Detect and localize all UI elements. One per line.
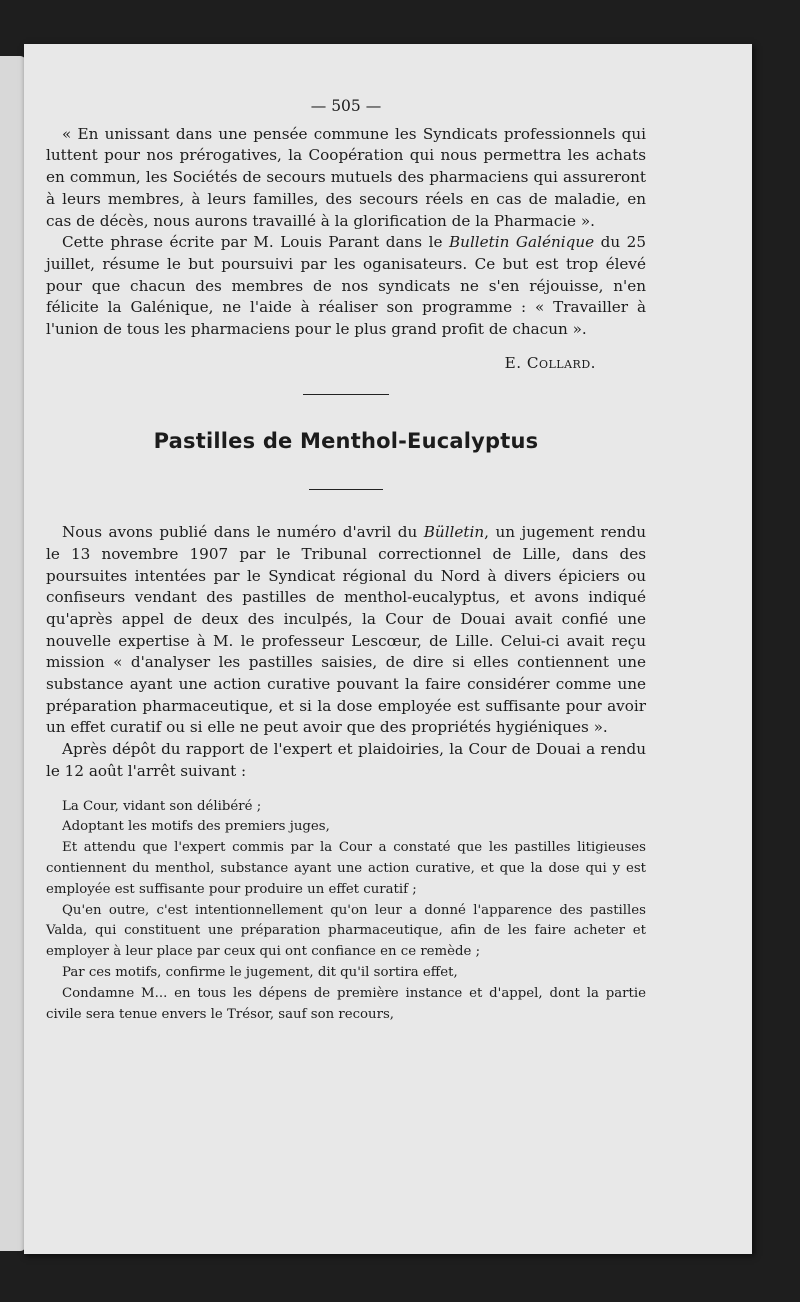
decision-line: Par ces motifs, confirme le jugement, dit qu'il sortira effet, — [62, 964, 458, 980]
article-text-before: Nous avons publié dans le numéro d'avril du — [62, 523, 424, 542]
closing-quote-paragraph: « En unissant dans une pensée commune les Syndicats professionnels qui luttent pour nos prérogatives, la Coopération qui nous permettra les achats en commun, les Sociétés de secours mutuels des pharmaciens qui assureront à leurs membres, à leurs familles, des secours réels en cas de maladie, en cas de décès, nous aurons travaillé à la glorification de la Pharmacie ». — [46, 124, 646, 230]
facing-page-edge — [0, 56, 26, 1251]
bulletin-galenique-title: Bulletin Galénique — [449, 233, 595, 252]
article-text-after: , un jugement rendu le 13 novembre 1907 par le Tribunal correctionnel de Lille, dans des poursuites intentées par le Syndicat régional du Nord à divers épiciers ou confiseurs vendant des pastilles de menthol-eucalyptus, et avons indiqué qu'après appel de deux des inculpés, la Cour de Douai avait confié une nouvelle expertise à M. le professeur Lescœur, de Lille. Celui-ci avait reçu mission « d'analyser les pastilles saisies, de dire si elles contiennent une substance ayant une action curative pouvant la faire considérer comme une préparation pharmaceutique, et si la dose employée est suffisante pour avoir un effet curatif ou si elle ne peut avoir que des propriétés hygiéniques ». — [46, 523, 646, 737]
summary-text-before: Cette phrase écrite par M. Louis Parant dans le — [62, 233, 449, 252]
book-page — [24, 44, 752, 1254]
decision-line: La Cour, vidant son délibéré ; — [62, 798, 262, 814]
summary-text-after: du 25 juillet, résume le but poursuivi par les oganisateurs. Ce but est trop élevé pour que chacun des membres de nos syndicats ne s'en réjouisse, n'en félicite la Galénique, ne l'aide à réaliser son programme : « Travailler à l'union de tous les pharmaciens pour le plus grand profit de chacun ». — [46, 233, 646, 339]
article-paragraph-1 — [46, 522, 646, 739]
decision-line: Condamne M... en tous les dépens de première instance et d'appel, dont la partie civile sera tenue envers le Trésor, sauf son recours, — [46, 985, 646, 1022]
page-number: — 505 — — [310, 97, 382, 115]
decision-line: Adoptant les motifs des premiers juges, — [62, 819, 330, 835]
decision-line: Qu'en outre, c'est intentionnellement qu'on leur a donné l'apparence des pastilles Valda, qui constituent une préparation pharmaceutique, afin de les faire acheter et employer à leur place par ceux qui ont confiance en ce remède ; — [46, 902, 646, 960]
page-content — [46, 96, 646, 1025]
article-body — [46, 522, 646, 1025]
bulletin-title: Bülletin — [423, 523, 485, 542]
author-signature: E. Collard. — [504, 353, 596, 372]
article-paragraph-2: Après dépôt du rapport de l'expert et plaidoiries, la Cour de Douai a rendu le 12 août l'arrêt suivant : — [46, 740, 646, 780]
summary-paragraph — [46, 232, 646, 341]
court-decision — [46, 797, 646, 1026]
article-title: Pastilles de Menthol-Eucalyptus — [153, 429, 539, 454]
section-divider-bottom — [309, 489, 383, 490]
section-divider-top — [303, 394, 389, 395]
decision-line: Et attendu que l'expert commis par la Cour a constaté que les pastilles litigieuses contiennent du menthol, substance ayant une action curative, et que la dose qui y est employée est suffisante pour produire un effet curatif ; — [46, 840, 646, 897]
